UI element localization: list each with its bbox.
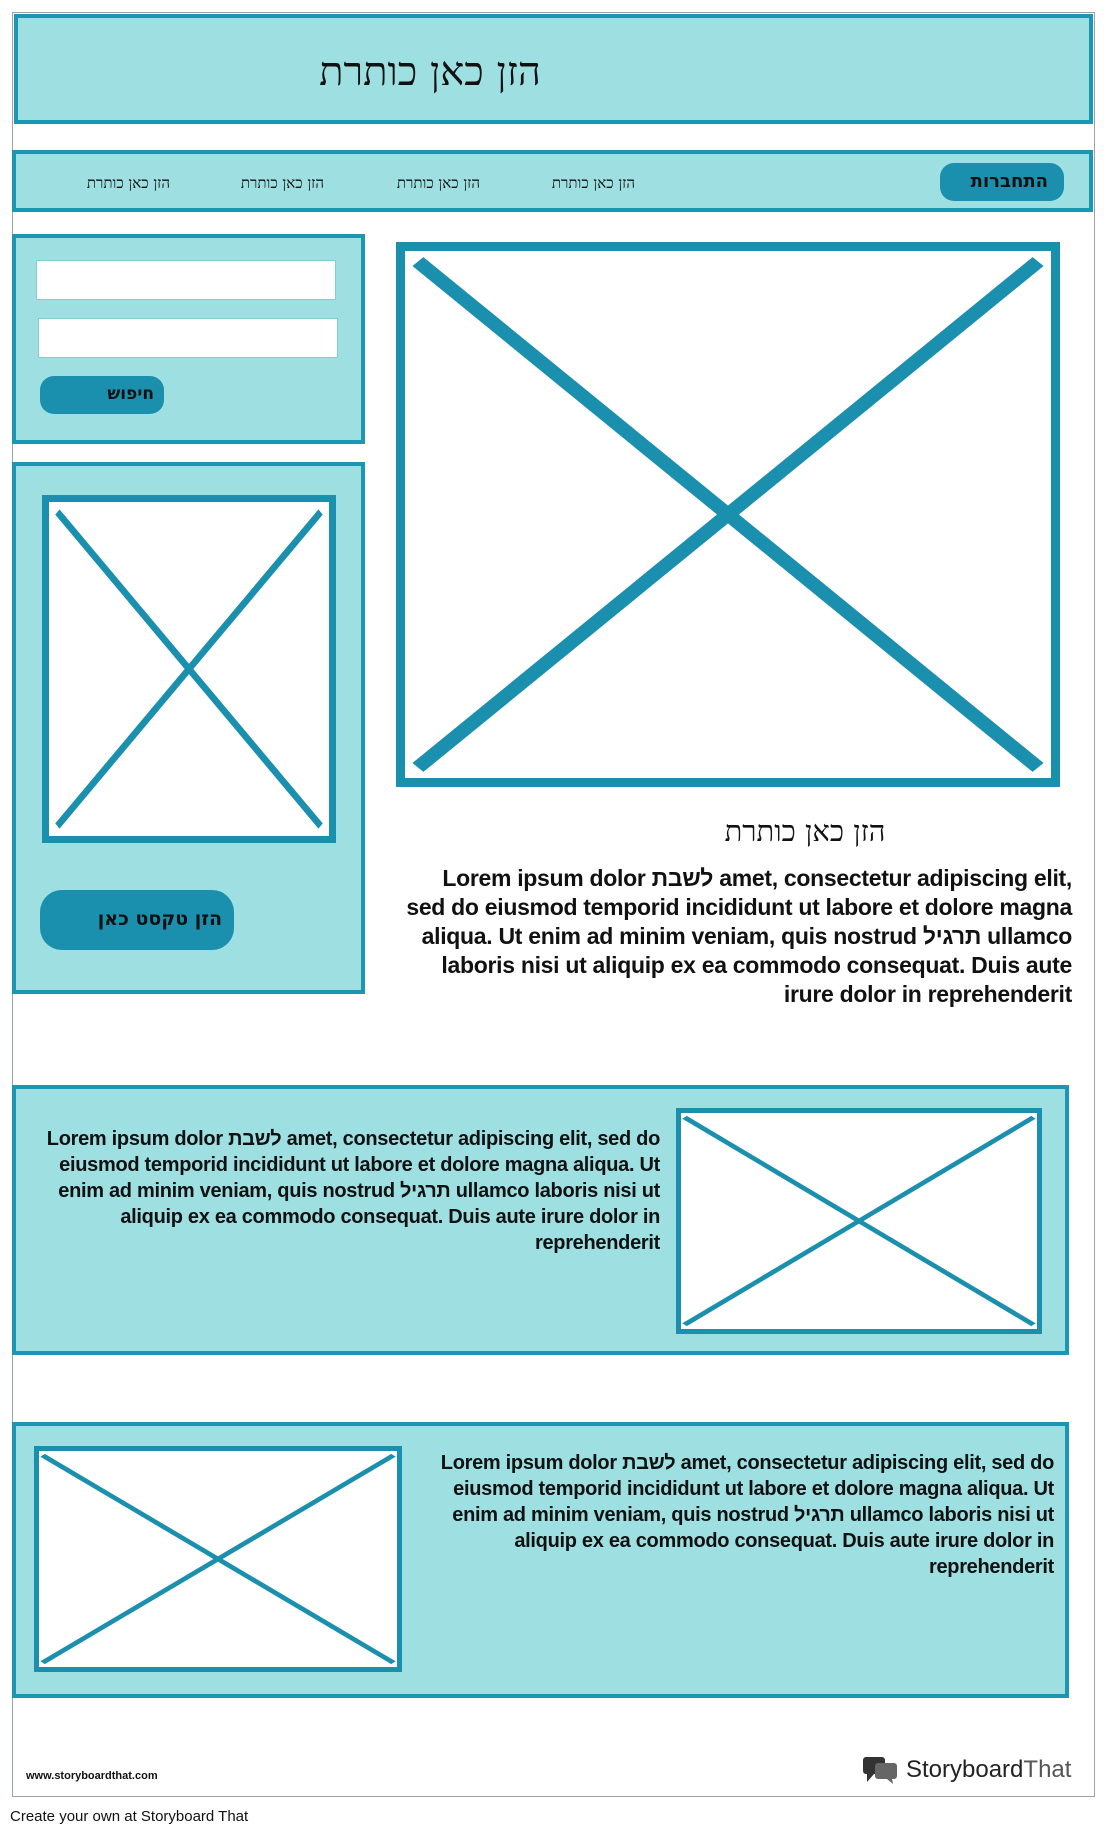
placeholder-cross-icon — [39, 1451, 397, 1667]
section2-paragraph: Lorem ipsum dolor לשבת amet, consectetur adipiscing elit, sed do eiusmod temporid incididunt ut labore et dolore magna aliqua. Ut enim ad minim veniam, quis nostrud תרגיל ullamco laboris nisi ut aliquip ex ea commodo consequat. Duis aute irure dolor in reprehenderit — [440, 1452, 1054, 1578]
search-button[interactable]: חיפוש — [40, 376, 164, 414]
placeholder-cross-icon — [681, 1113, 1037, 1329]
nav-link-4[interactable]: הזן כאן כותרת — [86, 174, 170, 192]
page-title: הזן כאן כותרת — [319, 49, 541, 95]
main-paragraph: Lorem ipsum dolor לשבת amet, consectetur adipiscing elit, sed do eiusmod temporid incididunt ut labore et dolore magna aliqua. Ut enim ad minim veniam, quis nostrud תרגיל ullamco laboris nisi ut aliquip ex ea commodo consequat. Duis aute irure dolor in reprehenderit — [406, 865, 1072, 1007]
main-image-placeholder — [396, 242, 1060, 787]
footer-cta-link[interactable]: Create your own at Storyboard That — [10, 1808, 249, 1825]
section1-paragraph: Lorem ipsum dolor לשבת amet, consectetur adipiscing elit, sed do eiusmod temporid incididunt ut labore et dolore magna aliqua. Ut enim ad minim veniam, quis nostrud תרגיל ullamco laboris nisi ut aliquip ex ea commodo consequat. Duis aute irure dolor in reprehenderit — [46, 1128, 660, 1254]
storyboardthat-logo[interactable] — [862, 1752, 1071, 1788]
login-button[interactable]: התחברות — [940, 163, 1064, 201]
speech-bubble-icon — [862, 1755, 900, 1785]
main-subtitle: הזן כאן כותרת — [724, 814, 886, 848]
section2-image-placeholder — [34, 1446, 402, 1672]
nav-link-2[interactable]: הזן כאן כותרת — [396, 174, 480, 192]
placeholder-cross-icon — [405, 251, 1051, 778]
footer-url[interactable]: www.storyboardthat.com — [26, 1770, 158, 1782]
search-input-1[interactable] — [36, 260, 336, 300]
nav-link-1[interactable]: הזן כאן כותרת — [551, 174, 635, 192]
nav-link-3[interactable]: הזן כאן כותרת — [240, 174, 324, 192]
placeholder-cross-icon — [49, 502, 329, 836]
sidebar-text-button[interactable]: הזן טקסט כאן — [40, 890, 234, 950]
logo-text-that: That — [1023, 1756, 1072, 1783]
section1-image-placeholder — [676, 1108, 1042, 1334]
logo-text-storyboard: Storyboard — [906, 1756, 1024, 1783]
search-input-2[interactable] — [38, 318, 338, 358]
sidebar-image-placeholder — [42, 495, 336, 843]
